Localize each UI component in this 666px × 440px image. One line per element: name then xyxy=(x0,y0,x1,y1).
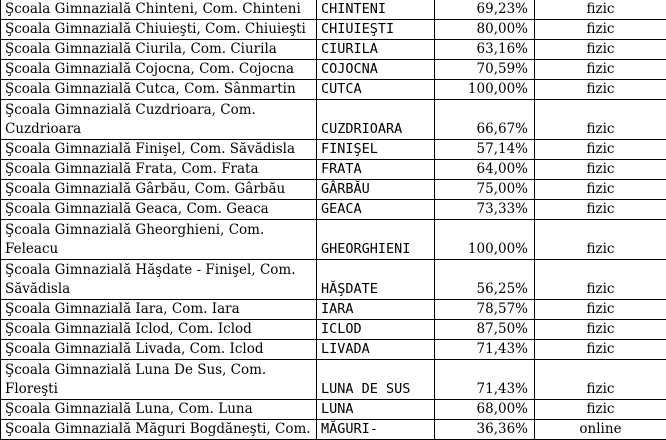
percentage: 56,25% xyxy=(435,260,535,300)
school-code: CIURILA xyxy=(317,40,435,60)
percentage: 80,00% xyxy=(435,20,535,40)
mode: fizic xyxy=(535,220,666,260)
table-row xyxy=(1,0,666,20)
mode: fizic xyxy=(535,20,666,40)
percentage: 69,23% xyxy=(435,0,535,20)
mode: fizic xyxy=(535,80,666,100)
school-name: Şcoala Gimnazială Cutca, Com. Sânmartin xyxy=(1,80,317,100)
school-code: FINIŞEL xyxy=(317,140,435,160)
percentage: 75,00% xyxy=(435,180,535,200)
table-row xyxy=(1,300,666,320)
school-name: Şcoala Gimnazială Finişel, Com. Săvădisla xyxy=(1,140,317,160)
table-row xyxy=(1,60,666,80)
table-row xyxy=(1,100,666,140)
mode: fizic xyxy=(535,40,666,60)
percentage: 57,14% xyxy=(435,140,535,160)
mode: fizic xyxy=(535,400,666,420)
school-code: CHINTENI xyxy=(317,0,435,20)
percentage: 64,00% xyxy=(435,160,535,180)
mode: fizic xyxy=(535,180,666,200)
mode: fizic xyxy=(535,140,666,160)
table-row xyxy=(1,200,666,220)
percentage: 71,43% xyxy=(435,340,535,360)
mode: fizic xyxy=(535,360,666,400)
school-code: HĂŞDATE xyxy=(317,260,435,300)
school-code: GÂRBĂU xyxy=(317,180,435,200)
table-row xyxy=(1,160,666,180)
school-code: LIVADA xyxy=(317,340,435,360)
school-code: IARA xyxy=(317,300,435,320)
table-row xyxy=(1,80,666,100)
mode: fizic xyxy=(535,200,666,220)
school-name: Şcoala Gimnazială Geaca, Com. Geaca xyxy=(1,200,317,220)
school-name: Şcoala Gimnazială Măguri Bogdăneşti, Com. xyxy=(1,420,317,440)
percentage: 66,67% xyxy=(435,100,535,140)
table-row xyxy=(1,220,666,260)
percentage: 70,59% xyxy=(435,60,535,80)
percentage: 100,00% xyxy=(435,220,535,260)
mode: online xyxy=(535,420,666,440)
mode: fizic xyxy=(535,0,666,20)
school-code: CUTCA xyxy=(317,80,435,100)
mode: fizic xyxy=(535,320,666,340)
table-row xyxy=(1,260,666,300)
school-name: Şcoala Gimnazială Iclod, Com. Iclod xyxy=(1,320,317,340)
school-code: CHIUIEŞTI xyxy=(317,20,435,40)
percentage: 100,00% xyxy=(435,80,535,100)
mode: fizic xyxy=(535,160,666,180)
school-code: LUNA xyxy=(317,400,435,420)
school-code: ICLOD xyxy=(317,320,435,340)
table-row xyxy=(1,360,666,400)
school-name: Şcoala Gimnazială Livada, Com. Iclod xyxy=(1,340,317,360)
table-row xyxy=(1,320,666,340)
school-code: CUZDRIOARA xyxy=(317,100,435,140)
percentage: 63,16% xyxy=(435,40,535,60)
table-row xyxy=(1,180,666,200)
percentage: 71,43% xyxy=(435,360,535,400)
school-code: GEACA xyxy=(317,200,435,220)
school-name: Şcoala Gimnazială Gheorghieni, Com. Feleacu xyxy=(1,220,317,260)
percentage: 36,36% xyxy=(435,420,535,440)
percentage: 73,33% xyxy=(435,200,535,220)
school-name: Şcoala Gimnazială Ciurila, Com. Ciurila xyxy=(1,40,317,60)
school-name: Şcoala Gimnazială Frata, Com. Frata xyxy=(1,160,317,180)
school-name: Şcoala Gimnazială Gârbău, Com. Gârbău xyxy=(1,180,317,200)
school-name: Şcoala Gimnazială Hăşdate - Finişel, Com. Săvădisla xyxy=(1,260,317,300)
table-row xyxy=(1,40,666,60)
school-name: Şcoala Gimnazială Luna De Sus, Com. Floreşti xyxy=(1,360,317,400)
school-code: COJOCNA xyxy=(317,60,435,80)
mode: fizic xyxy=(535,100,666,140)
mode: fizic xyxy=(535,340,666,360)
school-name: Şcoala Gimnazială Cuzdrioara, Com. Cuzdrioara xyxy=(1,100,317,140)
percentage: 78,57% xyxy=(435,300,535,320)
mode: fizic xyxy=(535,60,666,80)
school-code: MĂGURI- xyxy=(317,420,435,440)
mode: fizic xyxy=(535,260,666,300)
mode: fizic xyxy=(535,300,666,320)
school-name: Şcoala Gimnazială Cojocna, Com. Cojocna xyxy=(1,60,317,80)
percentage: 68,00% xyxy=(435,400,535,420)
school-code: LUNA DE SUS xyxy=(317,360,435,400)
school-code: FRATA xyxy=(317,160,435,180)
table-row xyxy=(1,400,666,420)
table-row xyxy=(1,20,666,40)
percentage: 87,50% xyxy=(435,320,535,340)
school-name: Şcoala Gimnazială Iara, Com. Iara xyxy=(1,300,317,320)
school-code: GHEORGHIENI xyxy=(317,220,435,260)
table-row xyxy=(1,140,666,160)
school-name: Şcoala Gimnazială Chinteni, Com. Chinteni xyxy=(1,0,317,20)
school-name: Şcoala Gimnazială Chiuieşti, Com. Chiuieşti xyxy=(1,20,317,40)
table-row xyxy=(1,340,666,360)
school-name: Şcoala Gimnazială Luna, Com. Luna xyxy=(1,400,317,420)
